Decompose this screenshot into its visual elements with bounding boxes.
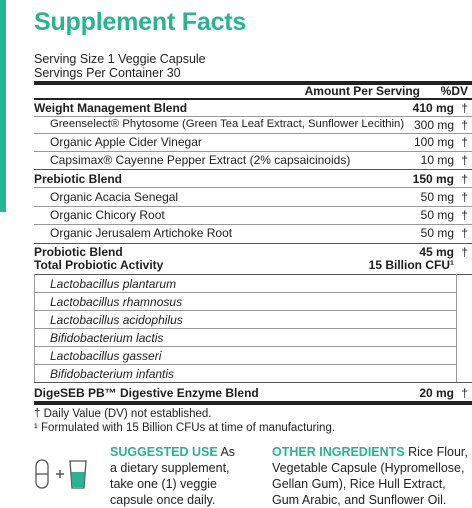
blend-dv: †: [461, 101, 468, 115]
strain-name: Lactobacillus acidophilus: [50, 313, 183, 327]
other-ingredients-text: Gellan Gum), Rice Hull Extract,: [272, 477, 446, 491]
ingredient-dv: †: [461, 118, 468, 132]
ingredient-dv: †: [461, 135, 468, 149]
ingredient-dv: †: [461, 208, 468, 222]
blend-amount: 45 mg: [419, 245, 454, 259]
ingredient-amount: 50 mg: [420, 226, 454, 240]
blend-name: Weight Management Blend: [34, 101, 188, 115]
dv-footnote: † Daily Value (DV) not established.: [34, 408, 212, 420]
capsule-icon: [36, 460, 48, 488]
servings-per-container: Servings Per Container 30: [34, 66, 181, 80]
other-ingredients-label: OTHER INGREDIENTS: [272, 445, 405, 459]
blend-dv: †: [461, 172, 468, 186]
blend-amount: 410 mg: [412, 101, 454, 115]
blend-amount: 20 mg: [419, 386, 454, 400]
suggested-use-label: SUGGESTED USE: [110, 445, 218, 459]
blend-name: Probiotic Blend: [34, 245, 123, 259]
suggested-use-text: a dietary supplement,: [110, 461, 230, 475]
ingredient-amount: 10 mg: [420, 153, 454, 167]
ingredient-row: [34, 206, 472, 224]
strain-row: [34, 329, 472, 347]
blend-name: Prebiotic Blend: [34, 172, 123, 186]
enzyme-blend-row: [34, 384, 472, 402]
other-ingredients-text: Vegetable Capsule (Hypromellose,: [272, 461, 465, 475]
cfu-footnote: ¹ Formulated with 15 Billion CFUs at time of manufacturing.: [34, 422, 336, 434]
ingredient-row: [34, 188, 472, 206]
ingredient-name: Organic Jerusalem Artichoke Root: [50, 226, 233, 240]
other-ingredients-text: Rice Flour,: [404, 445, 468, 459]
ingredient-row: [34, 151, 472, 169]
ingredient-dv: †: [461, 226, 468, 240]
ingredient-name: Greenselect® Phytosome (Green Tea Leaf Extract, Sunflower Lecithin): [50, 118, 405, 130]
total-probiotic-row: [34, 256, 472, 274]
ingredient-name: Organic Acacia Senegal: [50, 190, 179, 204]
ingredient-name: Organic Apple Cider Vinegar: [50, 135, 202, 149]
suggested-use-text: capsule once daily.: [110, 493, 216, 507]
suggested-use: [110, 444, 235, 508]
ingredient-dv: †: [461, 153, 468, 167]
strain-box-bottom: [34, 382, 472, 383]
suggested-use-text: As: [217, 445, 236, 459]
strain-row: [34, 275, 472, 293]
strain-row: [34, 311, 472, 329]
ingredient-row: [34, 116, 472, 134]
ingredient-amount: 50 mg: [420, 190, 454, 204]
ingredient-amount: 300 mg: [413, 118, 454, 132]
blend-amount: 150 mg: [412, 172, 454, 186]
plus-icon: [56, 470, 64, 478]
suggested-use-text: take one (1) veggie: [110, 477, 218, 491]
prebiotic-blend-row: [34, 170, 472, 188]
other-ingredients: [272, 444, 468, 508]
total-probiotic-value: 15 Billion CFU¹: [368, 258, 454, 272]
usage-icons: [34, 458, 106, 490]
dv-label: %DV: [440, 84, 468, 98]
strain-name: Lactobacillus plantarum: [50, 277, 177, 291]
blend-name: DigeSEB PB™ Digestive Enzyme Blend: [34, 386, 259, 400]
bottom-rule: [34, 401, 472, 405]
ingredient-dv: †: [461, 190, 468, 204]
strain-row: [34, 365, 472, 383]
ingredient-row: [34, 224, 472, 242]
strain-row: [34, 293, 472, 311]
strain-name: Bifidobacterium infantis: [50, 367, 175, 381]
strain-name: Bifidobacterium lactis: [50, 331, 164, 345]
weight-blend-row: [34, 99, 472, 117]
strain-name: Lactobacillus gasseri: [50, 349, 162, 363]
water-glass-icon: [70, 461, 86, 488]
strain-row: [34, 347, 472, 365]
ingredient-amount: 100 mg: [413, 135, 454, 149]
strain-name: Lactobacillus rhamnosus: [50, 295, 183, 309]
page-title: Supplement Facts: [34, 8, 247, 36]
other-ingredients-text: Gum Arabic, and Sunflower Oil.: [272, 493, 447, 507]
ingredient-name: Capsimax® Cayenne Pepper Extract (2% capsaicinoids): [50, 153, 351, 167]
ingredient-name: Organic Chicory Root: [50, 208, 165, 222]
blend-dv: †: [461, 386, 468, 400]
serving-size: Serving Size 1 Veggie Capsule: [34, 52, 206, 66]
blend-dv: †: [461, 245, 468, 259]
ingredient-amount: 50 mg: [420, 208, 454, 222]
amount-per-serving-label: Amount Per Serving: [304, 84, 420, 98]
ingredient-row: [34, 133, 472, 151]
total-probiotic-label: Total Probiotic Activity: [34, 258, 164, 272]
accent-bar: [0, 0, 6, 212]
